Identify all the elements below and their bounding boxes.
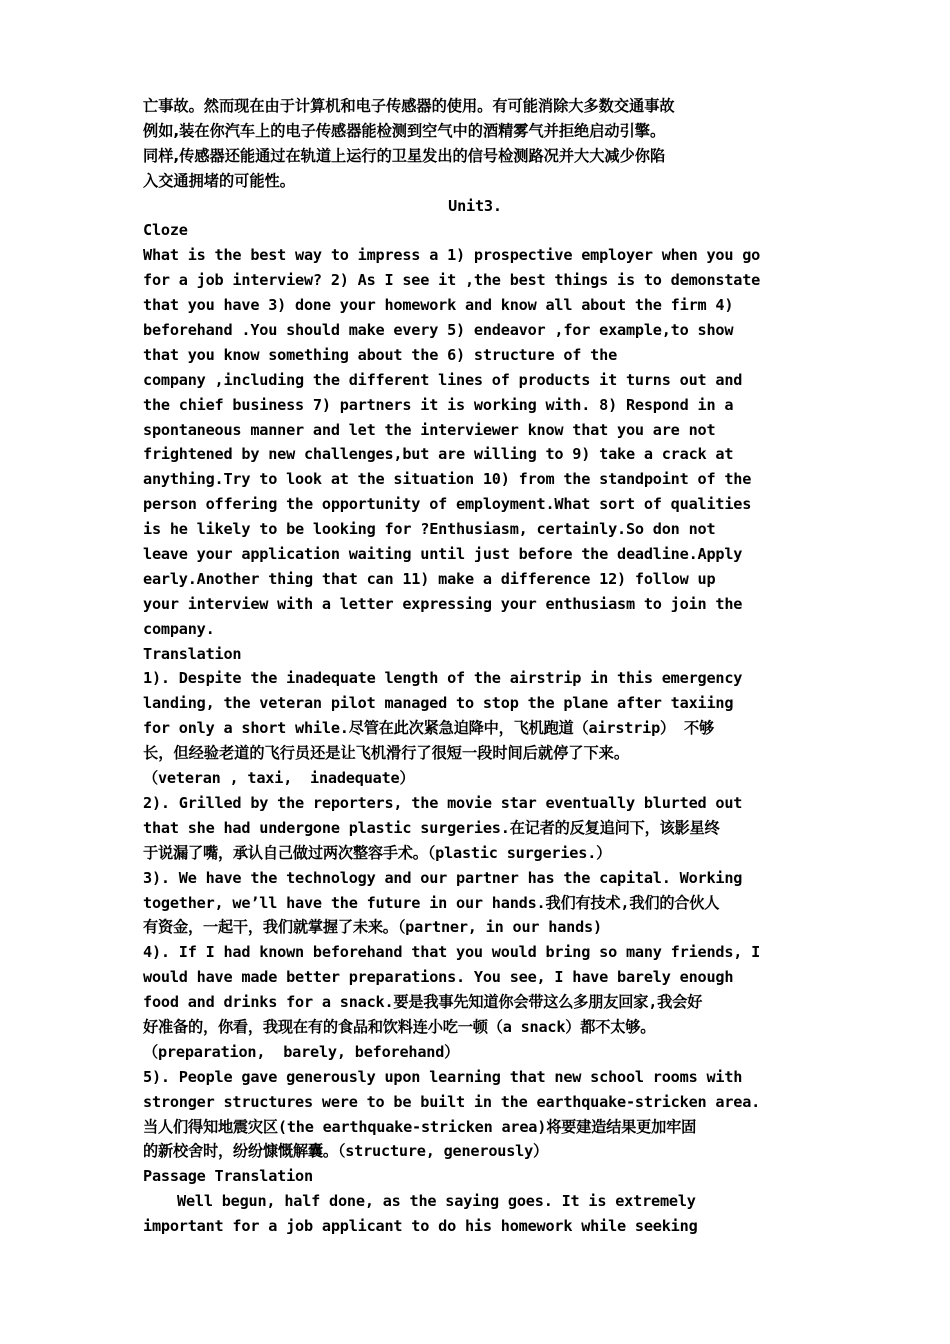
cloze-line: anything.Try to look at the situation 10) from the standpoint of the bbox=[143, 470, 752, 489]
translation-line: 5). People gave generously upon learning that new school rooms with bbox=[143, 1067, 743, 1086]
translation-line: that she had undergone plastic surgeries.在记者的反复追问下，该影星终 bbox=[143, 818, 720, 837]
cloze-line: frightened by new challenges,but are willing to 9) take a crack at bbox=[143, 445, 734, 464]
intro-line: 亡事故。然而现在由于计算机和电子传感器的使用。有可能消除大多数交通事故 bbox=[143, 97, 675, 115]
passage-line: Well begun, half done, as the saying goes. It is extremely bbox=[177, 1192, 696, 1211]
translation-line: stronger structures were to be built in the earthquake-stricken area. bbox=[143, 1092, 761, 1111]
cloze-line: What is the best way to impress a 1) prospective employer when you go bbox=[143, 246, 761, 265]
translation-line: 的新校舍时，纷纷慷慨解囊。（structure, generously） bbox=[143, 1142, 549, 1161]
cloze-line: is he likely to be looking for ?Enthusiasm, certainly.So don not bbox=[143, 520, 716, 539]
translation-line: 当人们得知地震灾区(the earthquake-stricken area)将要建造结果更加牢固 bbox=[143, 1117, 697, 1136]
translation-line: food and drinks for a snack.要是我事先知道你会带这么多朋友回家,我会好 bbox=[143, 993, 703, 1012]
cloze-line: company ,including the different lines of products it turns out and bbox=[143, 370, 743, 389]
cloze-line: that you know something about the 6) structure of the bbox=[143, 345, 618, 364]
cloze-line: that you have 3) done your homework and know all about the firm 4) bbox=[143, 296, 734, 315]
translation-line: 于说漏了嘴，承认自己做过两次整容手术。（plastic surgeries.） bbox=[143, 843, 612, 862]
translation-line: together, we’ll have the future in our hands.我们有技术,我们的合伙人 bbox=[143, 893, 720, 912]
cloze-line: beforehand .You should make every 5) endeavor ,for example,to show bbox=[143, 321, 734, 340]
translation-line: 1). Despite the inadequate length of the airstrip in this emergency bbox=[143, 669, 743, 688]
passage-line: important for a job applicant to do his homework while seeking bbox=[143, 1217, 698, 1236]
translation-line: 4). If I had known beforehand that you would bring so many friends, I bbox=[143, 943, 761, 962]
cloze-line: the chief business 7) partners it is working with. 8) Respond in a bbox=[143, 395, 734, 414]
cloze-line: company. bbox=[143, 619, 215, 638]
cloze-line: spontaneous manner and let the interviewer know that you are not bbox=[143, 420, 716, 439]
cloze-heading: Cloze bbox=[143, 221, 188, 240]
passage-heading: Passage Translation bbox=[143, 1167, 313, 1186]
intro-line: 例如,装在你汽车上的电子传感器能检测到空气中的酒精雾气并拒绝启动引擎。 bbox=[143, 121, 666, 140]
translation-line: for only a short while.尽管在此次紧急迫降中，飞机跑道（airstrip） 不够 bbox=[143, 719, 714, 738]
translation-line: 好准备的，你看，我现在有的食品和饮料连小吃一顿（a snack）都不太够。 bbox=[143, 1017, 656, 1036]
translation-line: 2). Grilled by the reporters, the movie star eventually blurted out bbox=[143, 793, 743, 812]
cloze-line: your interview with a letter expressing your enthusiasm to join the bbox=[143, 594, 743, 613]
intro-line: 入交通拥堵的可能性。 bbox=[143, 171, 295, 190]
cloze-line: early.Another thing that can 11) make a difference 12) follow up bbox=[143, 569, 716, 588]
cloze-line: person offering the opportunity of employment.What sort of qualities bbox=[143, 495, 752, 514]
cloze-line: for a job interview? 2) As I see it ,the best things is to demonstate bbox=[143, 271, 761, 290]
translation-line: landing, the veteran pilot managed to stop the plane after taxiing bbox=[143, 694, 734, 713]
cloze-line: leave your application waiting until just before the deadline.Apply bbox=[143, 545, 743, 564]
translation-line: 有资金，一起干，我们就掌握了未来。（partner, in our hands) bbox=[143, 918, 602, 937]
document-page bbox=[143, 94, 807, 1239]
translation-line: （veteran , taxi, inadequate） bbox=[143, 769, 415, 788]
unit-title: Unit3. bbox=[448, 196, 502, 215]
intro-line: 同样,传感器还能通过在轨道上运行的卫星发出的信号检测路况并大大减少你陷 bbox=[143, 146, 666, 165]
translation-line: （preparation, barely, beforehand） bbox=[143, 1042, 460, 1061]
translation-line: 3). We have the technology and our partner has the capital. Working bbox=[143, 868, 743, 887]
translation-heading: Translation bbox=[143, 644, 242, 663]
translation-line: would have made better preparations. You see, I have barely enough bbox=[143, 968, 734, 987]
translation-line: 长，但经验老道的飞行员还是让飞机滑行了很短一段时间后就停了下来。 bbox=[143, 744, 629, 763]
